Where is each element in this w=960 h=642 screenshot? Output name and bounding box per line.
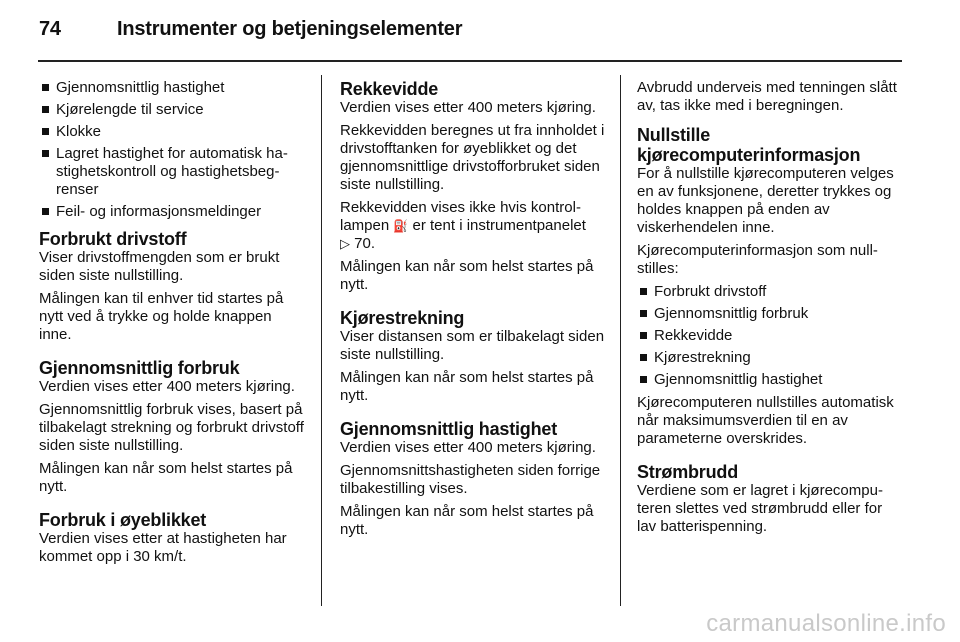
section-heading-instant-consumption: Forbruk i øyeblikket [39, 510, 207, 530]
page-reference: 70. [354, 235, 376, 252]
header-rule [38, 60, 902, 62]
list-item: Rekkevidde [637, 327, 905, 345]
list-item: Gjennomsnittlig hastighet [637, 371, 905, 389]
list-item: Kjørelengde til service [39, 101, 307, 119]
page-number: 74 [39, 18, 61, 40]
list-item: Feil- og informasjonsmeldinger [39, 203, 307, 221]
paragraph: Gjennomsnittshastigheten siden forrige tilbakestilling vises. [340, 462, 601, 497]
paragraph [340, 199, 608, 253]
paragraph: Målingen kan når som helst startes på nytt. [340, 369, 594, 404]
section-heading-power-failure: Strømbrudd [637, 462, 738, 482]
paragraph: Verdiene som er lagret i kjørecomputeren slettes ved strømbrudd eller for lav batterispenning. [637, 482, 883, 535]
paragraph: For å nullstille kjørecomputeren velges en av funksjonene, deretter trykkes og holdes knappen på enden av viskerhendelen inne. [637, 165, 894, 236]
paragraph: Verdien vises etter 400 meters kjøring. [340, 99, 596, 116]
paragraph: Avbrudd underveis med tenningen slått av, tas ikke med i beregningen. [637, 79, 897, 114]
text-span: Rekkevidden vises ikke hvis kontrollampen [340, 199, 581, 234]
list-item: Gjennomsnittlig hastighet [39, 79, 307, 97]
paragraph: Verdien vises etter 400 meters kjøring. [340, 439, 596, 456]
page-title: Instrumenter og betjeningselementer [117, 18, 463, 40]
paragraph: Kjørecomputerinformasjon som nullstilles: [637, 242, 878, 277]
column-1 [39, 79, 307, 571]
section-heading-reset: Nullstille kjørecomputerinformasjon [637, 125, 861, 165]
paragraph: Målingen kan til enhver tid startes på nytt ved å trykke og holde knappen inne. [39, 290, 284, 343]
section-heading-fuel-used: Forbrukt drivstoff [39, 229, 187, 249]
text-span: er tent i instrumentpanelet [412, 217, 586, 234]
list-item: Forbrukt drivstoff [637, 283, 905, 301]
list-item: Klokke [39, 123, 307, 141]
paragraph: Viser drivstoffmengden som er brukt siden siste nullstilling. [39, 249, 280, 284]
trip-computer-function-list [39, 79, 307, 221]
paragraph: Viser distansen som er tilbakelagt siden siste nullstilling. [340, 328, 605, 363]
fuel-lamp-icon: ⛽ [393, 219, 409, 233]
paragraph: Målingen kan når som helst startes på nytt. [39, 460, 293, 495]
section-heading-average-consumption: Gjennomsnittlig forbruk [39, 358, 240, 378]
page-reference-arrow-icon: ▷ [340, 236, 350, 251]
section-heading-average-speed: Gjennomsnittlig hastighet [340, 419, 558, 439]
paragraph: Verdien vises etter 400 meters kjøring. [39, 378, 295, 395]
reset-items-list [637, 283, 905, 389]
column-divider-1 [321, 75, 322, 606]
list-item: Kjørestrekning [637, 349, 905, 367]
column-3 [637, 79, 905, 541]
section-heading-range: Rekkevidde [340, 79, 439, 99]
column-2 [340, 79, 608, 544]
column-divider-2 [620, 75, 621, 606]
list-item: Lagret hastighet for automatisk hastighetskontroll og hastighetsbegrenser [39, 145, 307, 199]
paragraph: Gjennomsnittlig forbruk vises, basert på tilbakelagt strekning og forbrukt drivstoff siden siste nullstilling. [39, 401, 304, 454]
paragraph: Målingen kan når som helst startes på nytt. [340, 503, 594, 538]
watermark: carmanualsonline.info [706, 610, 946, 637]
list-item: Gjennomsnittlig forbruk [637, 305, 905, 323]
paragraph: Målingen kan når som helst startes på nytt. [340, 258, 594, 293]
paragraph: Verdien vises etter at hastigheten har kommet opp i 30 km/t. [39, 530, 287, 565]
page-header [39, 18, 462, 41]
section-heading-distance: Kjørestrekning [340, 308, 465, 328]
paragraph: Kjørecomputeren nullstilles automatisk når maksimumsverdien til en av parameterne overskrides. [637, 394, 894, 447]
paragraph: Rekkevidden beregnes ut fra innholdet i drivstofftanken for øyeblikket og det gjennomsnittlige drivstofforbruket siden siste nullstilling. [340, 122, 605, 193]
